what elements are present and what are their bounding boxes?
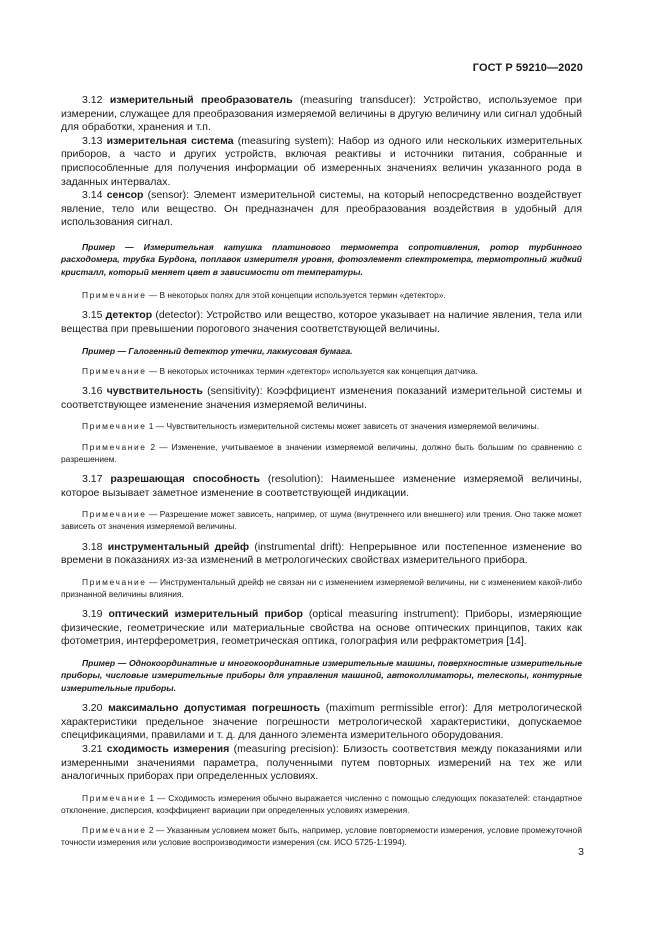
section-number: 3.13 — [82, 134, 103, 147]
section-number: 3.14 — [82, 189, 103, 202]
definition-3-21 — [61, 743, 582, 784]
note-text: — Инструментальный дрейф не связан ни с изменением измеряемой величины, ни с изменением какой-либо признанной величины влияния. — [61, 576, 582, 599]
term: измерительная система — [106, 134, 234, 147]
note-label: Примечание — [82, 825, 147, 836]
definition-3-20 — [61, 702, 582, 743]
section-number: 3.16 — [82, 385, 103, 398]
note-text: — В некоторых источниках термин «детектор» используется как концепция датчика. — [146, 365, 478, 376]
definition-3-16 — [61, 385, 582, 412]
definition-3-13 — [61, 135, 582, 189]
note-3-15 — [61, 365, 582, 377]
term: чувствительность — [106, 385, 203, 398]
note-3-16-1 — [61, 420, 582, 432]
document-body — [61, 94, 582, 849]
note-text: — Разрешение может зависеть, например, от шума (внутреннего или внешнего) или трения. Оно также может зависеть от значения измеряемой величины. — [61, 509, 582, 532]
page-number: 3 — [578, 846, 584, 858]
section-number: 3.19 — [82, 608, 103, 621]
term: детектор — [105, 309, 153, 322]
section-number: 3.17 — [82, 472, 103, 485]
note-text: 1 — Чувствительность измерительной системы может зависеть от значения измеряемой величины. — [146, 421, 539, 432]
section-number: 3.18 — [82, 540, 103, 553]
note-label: Примечание — [82, 365, 147, 376]
definition-3-15 — [61, 309, 582, 336]
note-label: Примечание — [82, 576, 147, 587]
term: инструментальный дрейф — [107, 540, 250, 553]
example-3-14: Пример — Измерительная катушка платинового термометра сопротивления, ротор турбинного расходомера, трубка Бурдона, поплавок измерителя уровня, фотоэлемент спектрометра, термотропный жидкий кристалл, который меняет цвет в зависимости от температуры. — [61, 241, 582, 277]
definition-3-18 — [61, 541, 582, 568]
section-number: 3.15 — [82, 309, 103, 322]
definition-3-19 — [61, 608, 582, 649]
definition-3-17 — [61, 473, 582, 500]
section-number: 3.12 — [82, 94, 103, 106]
example-3-19: Пример — Однокоординатные и многокоординатные измерительные машины, поверхностные измерительные приборы, числовые измерительные приборы для управления машиной, автоколлиматоры, телескопы, контурные измерительные приборы. — [61, 657, 582, 693]
note-label: Примечание — [82, 441, 147, 452]
definition-text: (optical measuring instrument): Приборы, измеряющие физические, геометрические или материальные свойства на основе оптических принципов, таких как фотометрия, интерферометрия, геометрическая оптика, голография или рефрактометрия [14]. — [61, 608, 582, 648]
example-3-15: Пример — Галогенный детектор утечки, лакмусовая бумага. — [82, 345, 353, 356]
note-text: 2 — Указанным условием может быть, например, условие повторяемости измерения, условие промежуточной точности измерения или условие воспроизводимости измерения (см. ИСО 5725-1:1994). — [61, 825, 582, 848]
definition-text: (measuring system): Набор из одного или нескольких измерительных приборов, а часто и других устройств, включая реактивы и источники питания, собранные и приспособленные для получения информации об измеренных значениях величин указанного рода в заданных интервалах. — [61, 134, 582, 188]
term: измерительный преобразователь — [109, 94, 293, 106]
definition-text: (measuring transducer): Устройство, используемое при измерении, служащее для преобразования измеряемой величины в другую величину или сигнал удобный для обработки, хранения и т.п. — [61, 94, 582, 134]
definition-text: (sensitivity): Коэффициент изменения показаний измерительной системы и соответствующее изменение значения измеряемой величины. — [61, 385, 583, 411]
definition-text: (maximum permissible error): Для метрологической характеристики предельное значение погрешности метрологической характеристики, допускаемое спецификациями, правилами и т. д. для данного элемента измерительного оборудования. — [61, 702, 582, 742]
note-text: 2 — Изменение, учитываемое в значении измеряемой величины, должно быть большим по сравнению с разрешением. — [61, 441, 582, 464]
definition-text: (measuring precision): Близость соответствия между показаниями или измеренными значениями параметра, полученными путем повторных измерений на тех же или аналогичных приборах при определенных условиях. — [61, 742, 582, 783]
term: оптический измерительный прибор — [108, 608, 303, 621]
note-label: Примечание — [82, 421, 147, 432]
definition-text: (instrumental drift): Непрерывное или постепенное изменение во времени в показаниях из-за изменений в метрологических свойствах измерительного прибора. — [61, 540, 582, 567]
term: разрешающая способность — [110, 472, 260, 485]
note-label: Примечание — [82, 509, 147, 520]
term: сходимость измерения — [106, 742, 230, 755]
note-3-17 — [61, 508, 582, 532]
note-text: — В некоторых полях для этой концепции используется термин «детектор». — [146, 290, 446, 301]
section-number: 3.21 — [82, 742, 103, 755]
definition-text: (resolution): Наименьшее изменение измеряемой величины, которое вызывает заметное изменение в соответствующей индикации. — [61, 472, 582, 499]
note-3-16-2 — [61, 441, 582, 465]
document-id-header: ГОСТ Р 59210—2020 — [472, 62, 583, 74]
note-3-21-1 — [61, 792, 582, 816]
note-text: 1 — Сходимость измерения обычно выражается численно с помощью следующих показателей: стандартное отклонение, дисперсия, коэффициент вариации при определенных условиях измерения. — [61, 792, 582, 815]
note-label: Примечание — [82, 792, 147, 803]
term: максимально допустимая погрешность — [108, 702, 321, 715]
note-label: Примечание — [82, 290, 147, 301]
note-3-14 — [61, 289, 582, 301]
definition-3-12 — [61, 94, 582, 135]
section-number: 3.20 — [82, 702, 103, 715]
definition-3-14 — [61, 189, 582, 230]
term: сенсор — [106, 189, 144, 202]
note-3-18 — [61, 576, 582, 600]
definition-text: (detector): Устройство или вещество, которое указывает на наличие явления, тела или вещества при превышении порогового значения соответствующей величины. — [61, 309, 582, 335]
definition-text: (sensor): Элемент измерительной системы, на который непосредственно воздействует явление, тело или вещество. Он предназначен для преобразования воздействия в удобный для использования сигнал. — [61, 189, 582, 229]
note-3-21-2 — [61, 824, 582, 848]
